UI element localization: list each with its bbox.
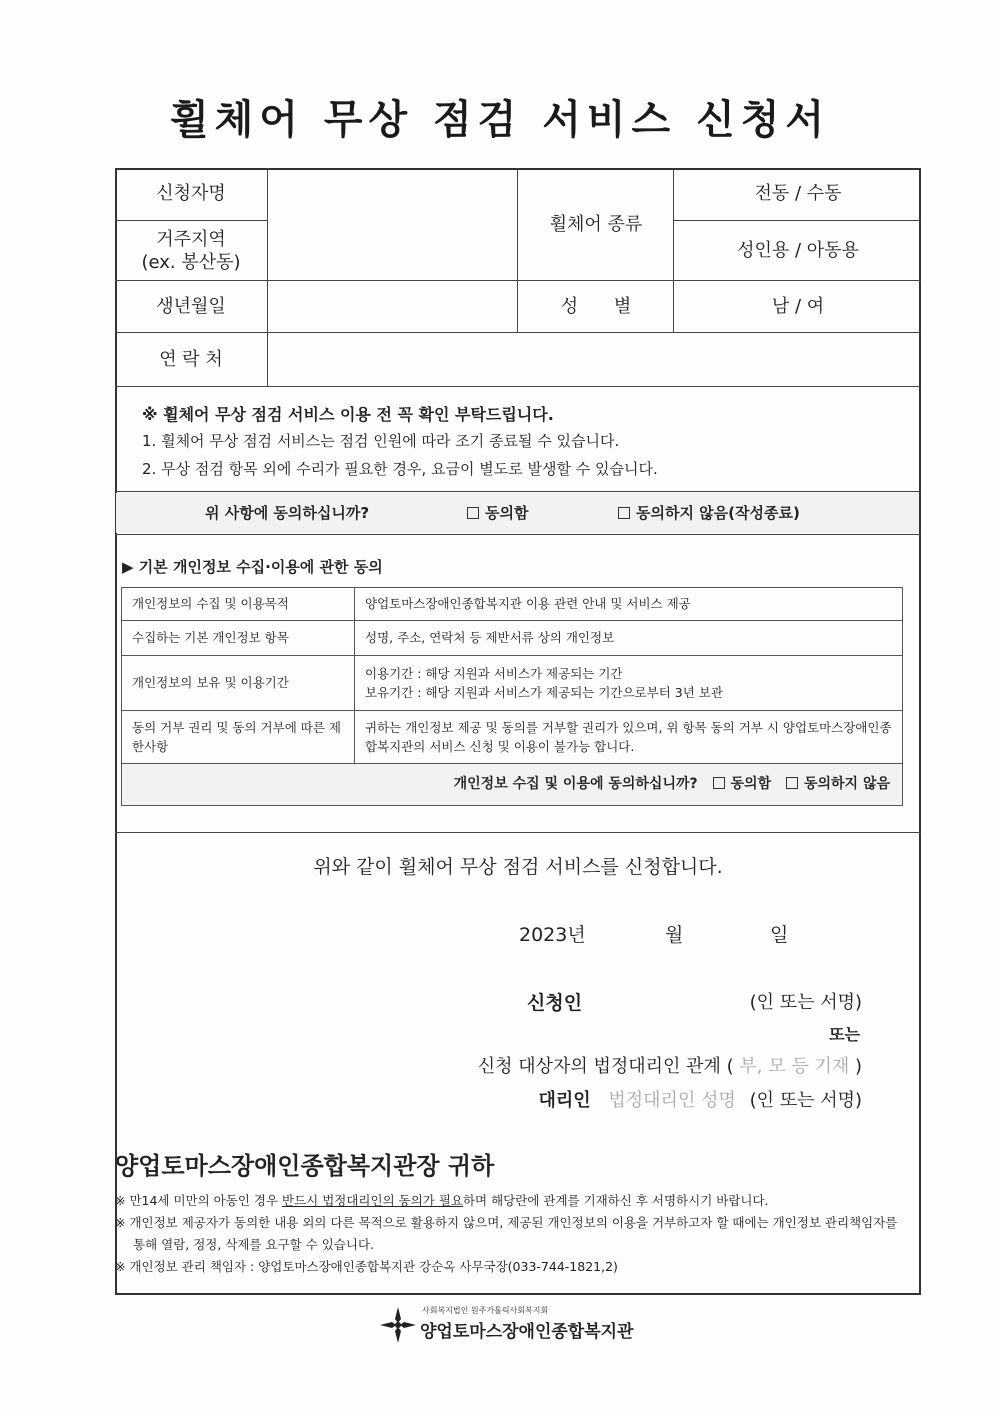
privacy-value: 양업토마스장애인종합복지관 이용 관련 안내 및 서비스 제공 xyxy=(355,588,903,621)
table-row xyxy=(122,656,903,711)
footnote-3: ※ 개인정보 관리 책임자 : 양업토마스장애인종합복지관 강순옥 사무국장(033-744-1821,2) xyxy=(115,1259,618,1274)
or-text: 또는 xyxy=(829,1025,860,1044)
region-label-cell xyxy=(115,222,267,280)
notice-item-1: 1. 휠체어 무상 점검 서비스는 점검 인원에 따라 조기 종료될 수 있습니다. xyxy=(142,432,620,450)
applicant-name-label: 신청자명 xyxy=(156,183,226,205)
privacy-disagree-label: 동의하지 않음 xyxy=(803,775,890,792)
relation-label: 신청 대상자의 법정대리인 관계 ( xyxy=(477,1056,734,1077)
cross-icon xyxy=(378,1305,418,1345)
retention-period: 보유기간 : 해당 지원과 서비스가 제공되는 기간으로부터 3년 보관 xyxy=(365,685,723,700)
date-year: 2023년 xyxy=(519,924,586,946)
gender-label: 성 별 xyxy=(560,296,632,318)
privacy-key: 개인정보의 보유 및 이용기간 xyxy=(122,656,355,711)
date-day[interactable]: 일 xyxy=(770,924,789,946)
wheelchair-power-option[interactable]: 전동 / 수동 xyxy=(754,183,842,205)
applicant-signature-label: 신청인 xyxy=(527,992,583,1014)
region-field[interactable] xyxy=(269,222,515,278)
checkbox-icon xyxy=(713,777,725,789)
table-row xyxy=(122,764,903,806)
organization-logo xyxy=(378,1305,648,1345)
checkbox-icon xyxy=(618,507,630,519)
page-title: 휠체어 무상 점검 서비스 신청서 xyxy=(169,97,831,143)
agree-checkbox[interactable] xyxy=(467,502,528,523)
grid-line xyxy=(673,220,921,221)
agent-line[interactable] xyxy=(538,1086,862,1112)
privacy-disagree-checkbox[interactable] xyxy=(786,776,890,792)
relation-line[interactable] xyxy=(478,1052,862,1078)
birth-label: 생년월일 xyxy=(156,296,226,318)
region-hint: (ex. 봉산동) xyxy=(141,252,241,273)
agree-label: 동의함 xyxy=(485,504,529,522)
logo-org-name: 양업토마스장애인종합복지관 xyxy=(420,1322,634,1342)
date-month[interactable]: 월 xyxy=(665,924,684,946)
contact-field[interactable] xyxy=(269,334,919,386)
logo-org-small: 사회복지법인 원주가톨릭사회복지회 xyxy=(422,1306,549,1315)
privacy-table xyxy=(121,587,903,806)
table-row xyxy=(122,588,903,621)
privacy-value xyxy=(355,656,903,711)
footnote-2: ※ 개인정보 제공자가 동의한 내용 외의 다른 목적으로 활용하지 않으며, 제공된 개인정보의 이용을 거부하고자 할 때에는 개인정보 관리책임자를 통해 열람, 정정, 삭제를 요구할 수 있습니다. xyxy=(115,1215,898,1252)
disagree-label: 동의하지 않음(작성종료) xyxy=(636,504,800,522)
wheelchair-type-label: 휠체어 종류 xyxy=(549,214,643,236)
wheelchair-age-option[interactable]: 성인용 / 아동용 xyxy=(737,240,859,262)
footnote-1-pre: ※ 만14세 미만의 아동인 경우 xyxy=(115,1193,282,1208)
checkbox-icon xyxy=(786,777,798,789)
agent-hint: 법정대리인 성명 xyxy=(608,1090,736,1111)
applicant-seal[interactable]: (인 또는 서명) xyxy=(749,992,862,1013)
privacy-value: 귀하는 개인정보 제공 및 동의를 거부할 권리가 있으며, 위 항목 동의 거부 시 양업토마스장애인종합복지관의 서비스 신청 및 이용이 불가능 합니다. xyxy=(355,711,903,764)
grid-line xyxy=(115,386,921,387)
footnote-1-underline: 반드시 법정대리인의 동의가 필요 xyxy=(282,1193,463,1208)
contact-label: 연 락 처 xyxy=(159,349,223,371)
agent-seal: (인 또는 서명) xyxy=(749,1090,862,1111)
privacy-key: 개인정보의 수집 및 이용목적 xyxy=(122,588,355,621)
privacy-agree-label: 동의함 xyxy=(730,775,772,792)
checkbox-icon xyxy=(467,507,479,519)
grid-line xyxy=(115,220,267,221)
grid-line xyxy=(115,491,921,492)
notice-heading: ※ 휠체어 무상 점검 서비스 이용 전 꼭 확인 부탁드립니다. xyxy=(142,405,554,424)
privacy-value: 성명, 주소, 연락처 등 제반서류 상의 개인정보 xyxy=(355,621,903,656)
agent-label: 대리인 xyxy=(538,1090,591,1111)
applicant-name-field[interactable] xyxy=(269,170,515,218)
notice-item-2: 2. 무상 점검 항목 외에 수리가 필요한 경우, 요금이 별도로 발생할 수 있습니다. xyxy=(142,460,658,478)
grid-line xyxy=(115,280,921,281)
usage-period: 이용기간 : 해당 지원과 서비스가 제공되는 기간 xyxy=(365,665,623,681)
relation-hint: 부, 모 등 기재 xyxy=(739,1056,850,1077)
relation-close: ) xyxy=(854,1056,862,1077)
grid-line xyxy=(115,332,921,333)
privacy-key: 수집하는 기본 개인정보 항목 xyxy=(122,621,355,656)
table-row xyxy=(122,711,903,764)
grid-line xyxy=(673,168,674,332)
privacy-agree-checkbox[interactable] xyxy=(713,776,772,792)
privacy-heading: ▶ 기본 개인정보 수집·이용에 관한 동의 xyxy=(122,558,383,576)
grid-line xyxy=(267,168,268,386)
grid-line xyxy=(115,832,921,833)
gender-option[interactable]: 남 / 여 xyxy=(771,296,825,318)
birth-field[interactable] xyxy=(269,282,515,332)
privacy-consent-question: 개인정보 수집 및 이용에 동의하십니까? xyxy=(453,775,698,792)
table-row xyxy=(122,621,903,656)
privacy-consent-row xyxy=(122,764,903,806)
agree-question: 위 사항에 동의하십니까? xyxy=(205,504,370,522)
application-statement: 위와 같이 휠체어 무상 점검 서비스를 신청합니다. xyxy=(313,856,723,878)
footnote-1-post: 하며 해당란에 관계를 기재하신 후 서명하시기 바랍니다. xyxy=(462,1193,769,1208)
addressee: 양업토마스장애인종합복지관장 귀하 xyxy=(115,1152,495,1180)
region-label: 거주지역 xyxy=(156,228,226,250)
footnote-1 xyxy=(115,1190,910,1212)
grid-line xyxy=(115,534,921,535)
disagree-checkbox[interactable] xyxy=(618,502,800,523)
grid-line xyxy=(517,168,518,332)
privacy-key: 동의 거부 권리 및 동의 거부에 따른 제한사항 xyxy=(122,711,355,764)
